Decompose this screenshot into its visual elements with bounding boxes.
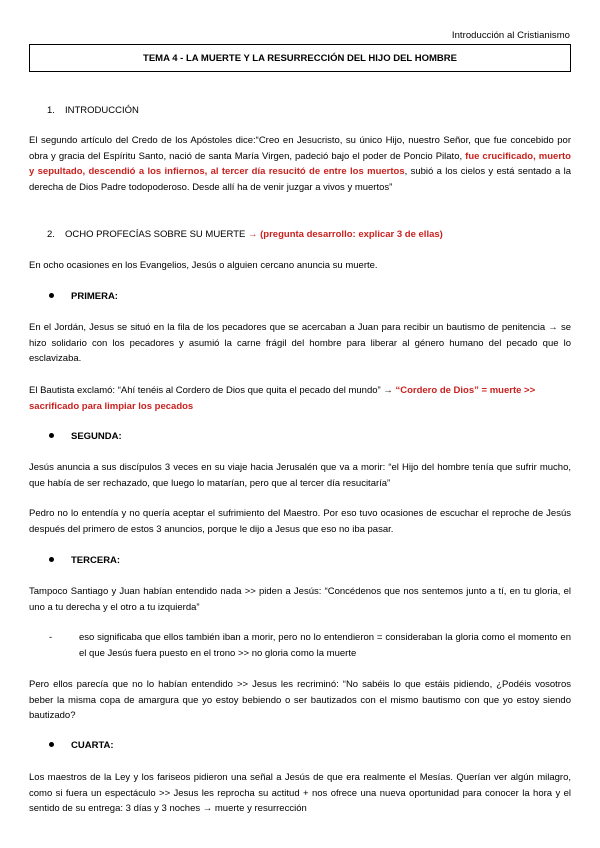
tercera-paragraph-1: Tampoco Santiago y Juan habían entendido nada >> piden a Jesús: “Concédenos que nos sentemos junto a tí, en tu gloria, el uno a tu derecha y el otro a tu izquierda”	[29, 586, 571, 613]
tercera-dash-item	[29, 630, 571, 661]
section-2-intro: En ocho ocasiones en los Evangelios, Jesús o alguien cercano anuncia su muerte.	[29, 260, 378, 271]
section-1-heading	[29, 103, 571, 119]
section-2-note: → (pregunta desarrollo: explicar 3 de ellas)	[245, 229, 443, 240]
page-title: TEMA 4 - LA MUERTE Y LA RESURRECCIÓN DEL HIJO DEL HOMBRE	[143, 52, 457, 64]
cuarta-label: CUARTA:	[71, 740, 114, 751]
bullet-dot-icon	[49, 742, 54, 747]
primera-label: PRIMERA:	[71, 291, 118, 302]
section-2-title: OCHO PROFECÍAS SOBRE SU MUERTE	[65, 229, 246, 240]
section-2-number: 2.	[47, 229, 55, 240]
bullet-dot-icon	[49, 433, 54, 438]
segunda-paragraph-2: Pedro no lo entendía y no quería aceptar el sufrimiento del Maestro. Por eso tuvo ocasiones de escuchar el reproche de Jesús después del primero de estos 3 anuncios, porque le dijo a Jesus que eso no iba pasar.	[29, 508, 571, 535]
tercera-label: TERCERA:	[71, 555, 121, 566]
bullet-dot-icon	[49, 293, 54, 298]
primera-p2-highlight: “Cordero de Dios” = muerte >> sacrificado para limpiar los pecados	[29, 385, 536, 412]
segunda-label: SEGUNDA:	[71, 431, 122, 442]
primera-p2-text: El Bautista exclamó: “Ahí tenéis al Cordero de Dios que quita el pecado del mundo” →	[29, 385, 396, 396]
credo-text-end: , subió a los cielos y está sentado a la derecha de Dios Padre todopoderoso. Desde allí ha de venir juzgar a vivos y muertos”	[29, 166, 571, 193]
bullet-tercera	[29, 553, 571, 569]
page-title-box	[29, 44, 571, 72]
bullet-dot-icon	[49, 557, 54, 562]
section-2-heading	[29, 227, 571, 243]
bullet-cuarta	[29, 738, 571, 754]
credo-text-start: El segundo artículo del Credo de los Apóstoles dice:“Creo en Jesucristo, su único Hijo, nuestro Señor, que fue concebido por obra y gracia del Espíritu Santo, nació de santa María Virgen, padeció bajo el poder de Poncio Pilato,	[29, 135, 571, 162]
running-head: Introducción al Cristianismo	[451, 30, 570, 41]
bullet-primera	[29, 289, 571, 305]
cuarta-paragraph-1: Los maestros de la Ley y los fariseos pidieron una señal a Jesús de que era realmente el Mesías. Querían ver algún milagro, como si fuera un espectáculo >> Jesus les reprocha su actitud + nos ofrece una nueva oportunidad para conocer la hora y el sentido de su entrega: 3 días y 3 noches → muerte y resurrección	[29, 772, 571, 814]
credo-paragraph	[29, 133, 571, 195]
bullet-segunda	[29, 429, 571, 445]
primera-paragraph-2	[29, 383, 571, 414]
section-1-title: INTRODUCCIÓN	[65, 105, 139, 116]
section-1-number: 1.	[47, 105, 55, 116]
segunda-paragraph-1: Jesús anuncia a sus discípulos 3 veces en su viaje hacia Jerusalén que va a morir: “el Hijo del hombre tenía que sufrir mucho, que había de ser rechazado, que luego lo matarían, pero que al tercer día resucitaría”	[29, 462, 571, 489]
tercera-dash-text: eso significaba que ellos también iban a morir, pero no lo entendieron = consideraban la gloria como el momento en el que Jesús fuera puesto en el trono >> no gloria como la muerte	[79, 632, 571, 659]
credo-text-highlight: fue crucificado, muerto y sepultado, descendió a los infiernos, al tercer día resucitó de entre los muertos	[29, 150, 571, 177]
primera-paragraph-1: En el Jordán, Jesus se situó en la fila de los pecadores que se acercaban a Juan para recibir un bautismo de penitencia → se hizo solidario con los pecadores y asumió la carne frágil del hombre para liberar al género humano del pecado que lo esclavizaba.	[29, 322, 571, 364]
dash-marker: -	[49, 632, 53, 643]
tercera-paragraph-2: Pero ellos parecía que no lo habían entendido >> Jesus les recriminó: “No sabéis lo que estáis pidiendo, ¿Podéis vosotros beber la misma copa de amargura que yo estoy bebiendo o ser bautizados con el mismo bautismo con que yo estoy siendo bautizado?	[29, 679, 571, 721]
